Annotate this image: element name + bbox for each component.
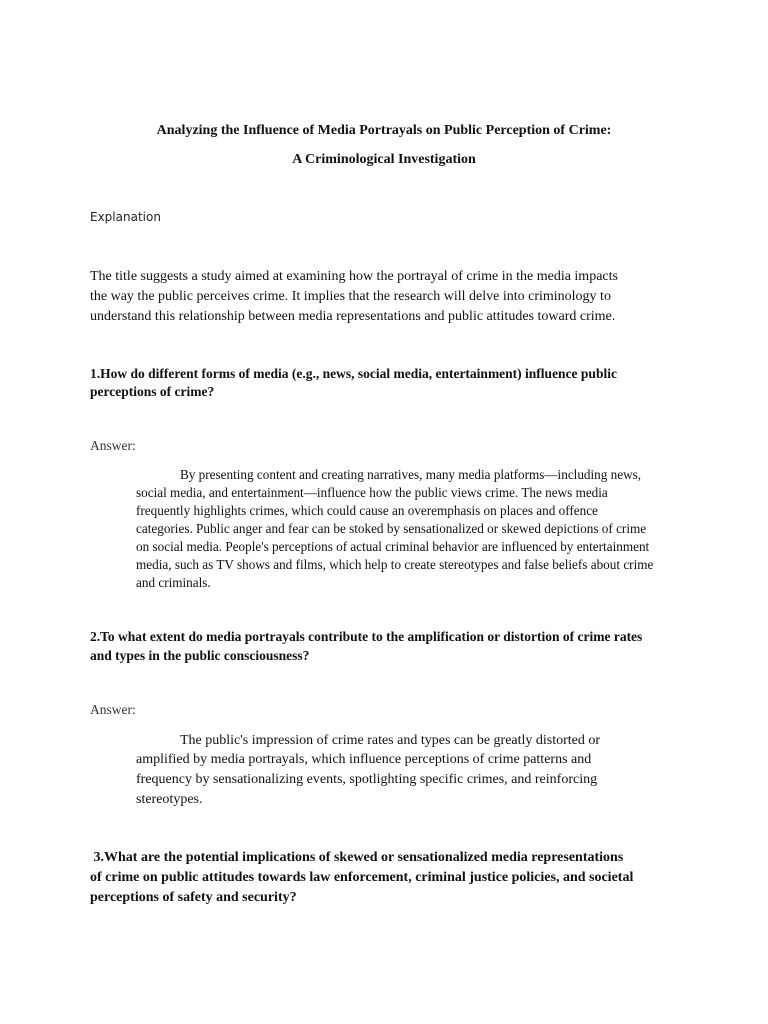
answer-1-label: Answer: <box>90 438 136 453</box>
answer-1-line: on social media. People's perceptions of actual criminal behavior are influenced by entertainment <box>136 539 650 554</box>
explanation-line: understand this relationship between media representations and public attitudes toward crime. <box>90 309 616 324</box>
explanation-line: the way the public perceives crime. It implies that the research will delve into criminology to <box>90 289 611 304</box>
document-title-line1: Analyzing the Influence of Media Portrayals on Public Perception of Crime: <box>156 123 612 138</box>
answer-1-line: frequently highlights crimes, which could cause an overemphasis on places and offence <box>136 503 598 518</box>
question-1-line: 1.How do different forms of media (e.g., news, social media, entertainment) influence public <box>90 366 617 381</box>
question-3-line: 3.What are the potential implications of skewed or sensationalized media representations <box>90 850 624 865</box>
document-title-line2: A Criminological Investigation <box>292 152 476 167</box>
answer-2-line: amplified by media portrayals, which influence perceptions of crime patterns and <box>136 752 592 767</box>
answer-2-label: Answer: <box>90 702 136 717</box>
question-2-line: and types in the public consciousness? <box>90 648 310 663</box>
answer-1-line: media, such as TV shows and films, which help to create stereotypes and false beliefs about crime <box>136 557 654 572</box>
explanation-heading: Explanation <box>90 210 161 224</box>
answer-1-line: categories. Public anger and fear can be stoked by sensationalized or skewed depictions of crime <box>136 521 647 536</box>
answer-2-line: The public's impression of crime rates and types can be greatly distorted or <box>180 733 601 748</box>
question-3-line: of crime on public attitudes towards law enforcement, criminal justice policies, and societal <box>90 870 634 885</box>
answer-1-line: and criminals. <box>136 575 211 590</box>
question-1-line: perceptions of crime? <box>90 384 215 399</box>
question-3-line: perceptions of safety and security? <box>90 890 297 905</box>
answer-1-line: By presenting content and creating narratives, many media platforms—including news, <box>180 467 642 482</box>
answer-2-line: frequency by sensationalizing events, spotlighting specific crimes, and reinforcing <box>136 772 598 787</box>
explanation-line: The title suggests a study aimed at examining how the portrayal of crime in the media impacts <box>90 269 618 284</box>
answer-2-line: stereotypes. <box>136 792 203 807</box>
answer-1-line: social media, and entertainment—influence how the public views crime. The news media <box>136 485 608 500</box>
question-2-line: 2.To what extent do media portrayals contribute to the amplification or distortion of crime rates <box>90 629 643 644</box>
